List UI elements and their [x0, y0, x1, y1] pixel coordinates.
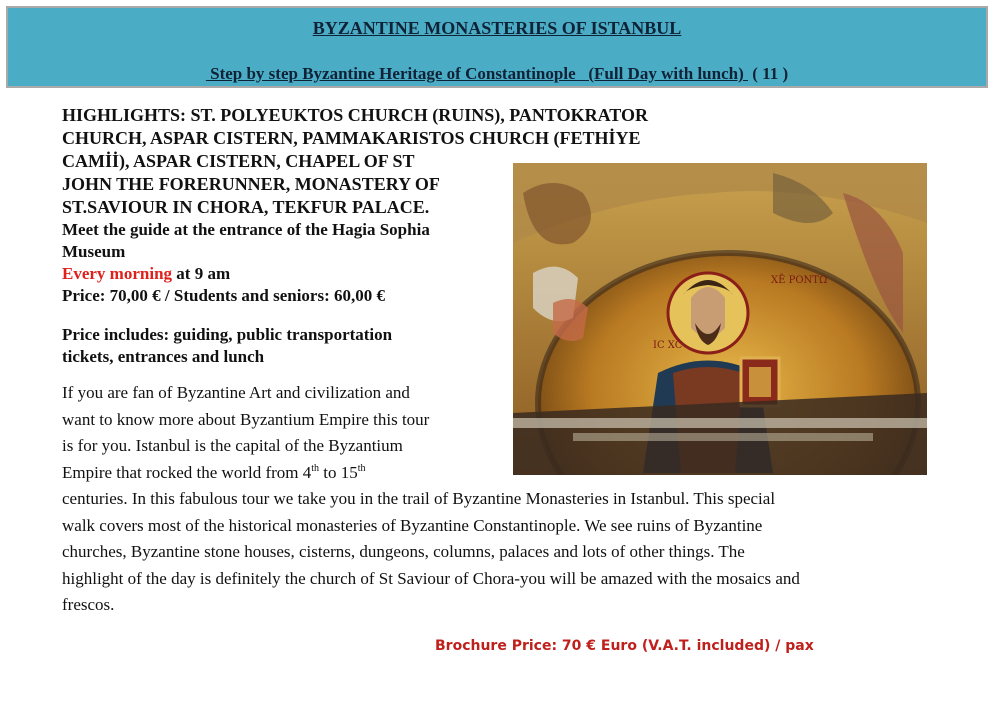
description-line: walk covers most of the historical monasteries of Byzantine Constantinople. We see ruins of Byzantine	[62, 515, 763, 535]
description-text: to 15	[319, 462, 358, 482]
ordinal-suffix: th	[357, 462, 366, 474]
page-title: BYZANTINE MONASTERIES OF ISTANBUL	[312, 18, 682, 38]
description-line: frescos.	[62, 595, 115, 614]
tour-subtitle-text: Step by step Byzantine Heritage of Constantinople (Full Day with lunch)	[205, 64, 748, 83]
highlights-line: CAMİİ), ASPAR CISTERN, CHAPEL OF ST	[62, 151, 415, 171]
price-includes	[62, 324, 502, 368]
tour-number: ( 11 )	[748, 64, 789, 83]
description-line: highlight of the day is definitely the church of St Saviour of Chora-you will be amazed with the mosaics and	[62, 568, 800, 588]
ordinal-suffix: th	[311, 462, 320, 474]
description-line: If you are fan of Byzantine Art and civilization and	[62, 383, 410, 402]
description-body	[62, 486, 962, 619]
tour-subtitle	[8, 64, 986, 84]
description-line: want to know more about Byzantium Empire this tour	[62, 409, 430, 429]
highlights-line: CHURCH, ASPAR CISTERN, PAMMAKARISTOS CHURCH (FETHİYE	[62, 128, 641, 148]
price-line: Price: 70,00 € / Students and seniors: 60,00 €	[62, 286, 385, 305]
highlights-line: JOHN THE FORERUNNER, MONASTERY OF	[62, 174, 440, 194]
description-line: centuries. In this fabulous tour we take you in the trail of Byzantine Monasteries in Istanbul. This special	[62, 489, 776, 508]
meeting-line: Meet the guide at the entrance of the Hagia Sophia	[62, 220, 430, 239]
schedule-days: Every morning	[62, 264, 173, 283]
meeting-line: Museum	[62, 242, 126, 261]
description-line: churches, Byzantine stone houses, cisterns, dungeons, columns, palaces and lots of other things. The	[62, 542, 745, 561]
mosaic-inscription-right: XĒ ΡΟΝΤΩ	[771, 275, 828, 286]
description-line	[62, 460, 512, 487]
highlights-line: ST.SAVIOUR IN CHORA, TEKFUR PALACE.	[62, 197, 430, 217]
mosaic-inscription-left: IC XC	[653, 340, 683, 351]
pantocrator-mosaic-picture	[513, 163, 927, 475]
highlights-line: HIGHLIGHTS: ST. POLYEUKTOS CHURCH (RUINS), PANTOKRATOR	[62, 105, 648, 125]
brochure-price: Brochure Price: 70 € Euro (V.A.T. included) / pax	[435, 638, 814, 654]
includes-line: tickets, entrances and lunch	[62, 347, 265, 366]
meeting-info	[62, 219, 512, 307]
mosaic-image	[513, 163, 927, 475]
description-line: is for you. Istanbul is the capital of the Byzantium	[62, 436, 403, 455]
description-text: Empire that rocked the world from 4	[62, 462, 312, 482]
schedule-time: at 9 am	[172, 264, 231, 283]
description-intro	[62, 380, 512, 486]
schedule-line	[62, 263, 512, 285]
header-banner	[6, 6, 988, 88]
includes-line: Price includes: guiding, public transportation	[62, 325, 393, 344]
